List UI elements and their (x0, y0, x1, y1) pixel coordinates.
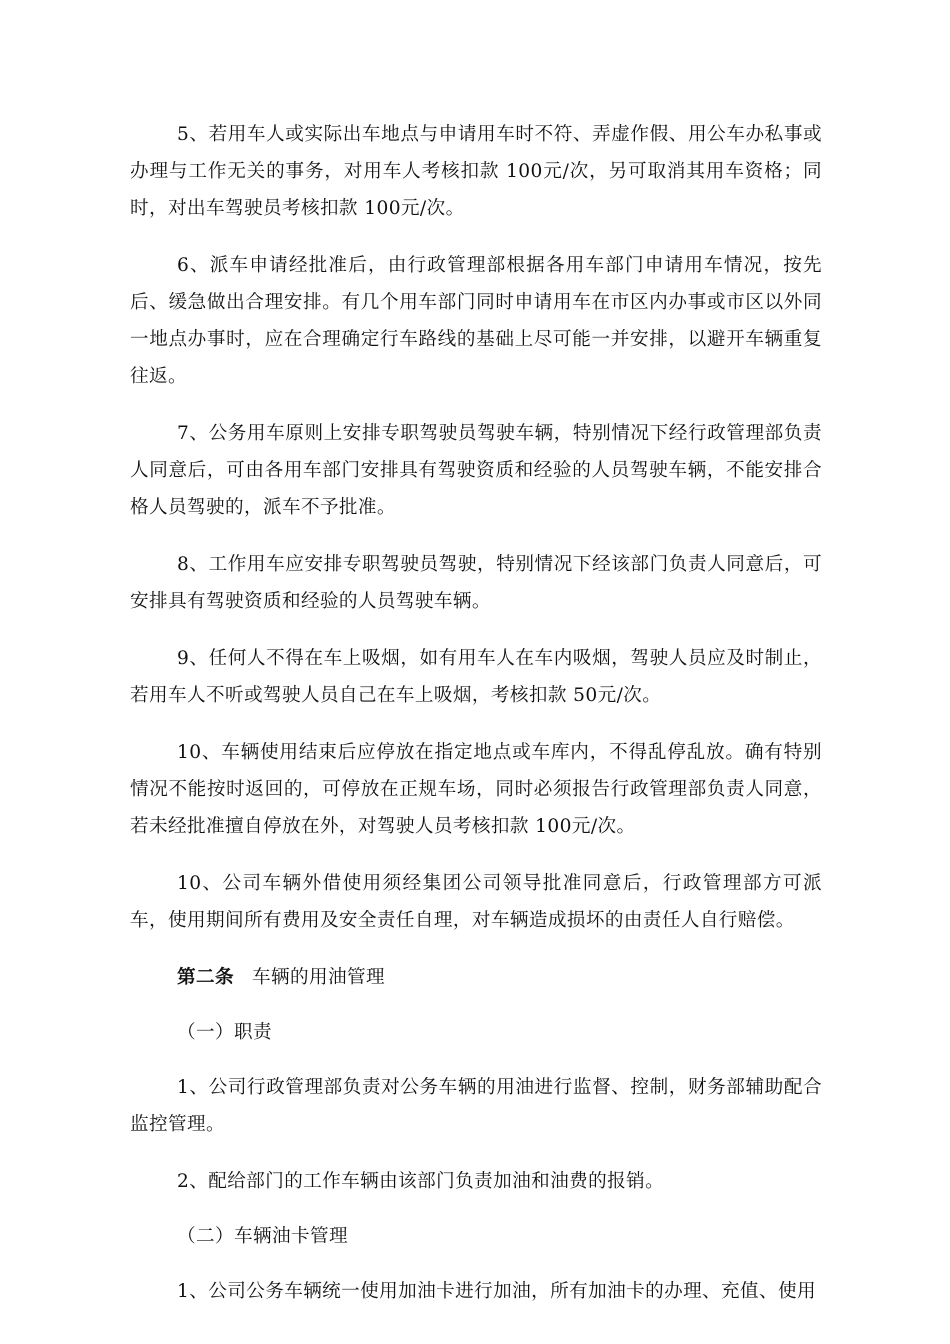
section2-paragraph-1: 1、公司公务车辆统一使用加油卡进行加油，所有加油卡的办理、充值、使用 (177, 1281, 817, 1302)
paragraph-item-7: 7、公务用车原则上安排专职驾驶员驾驶车辆，特别情况下经行政管理部负责人同意后，可由各用车部门安排具有驾驶资质和经验的人员驾驶车辆，不能安排合格人员驾驶的，派车不予批准。 (130, 423, 822, 518)
section1-paragraph-2: 2、配给部门的工作车辆由该部门负责加油和油费的报销。 (177, 1171, 665, 1192)
paragraph-item-10a: 10、车辆使用结束后应停放在指定地点或车库内，不得乱停乱放。确有特别情况不能按时返回的，可停放在正规车场，同时必须报告行政管理部负责人同意，若未经批准擅自停放在外，对驾驶人员考核扣款 100元/次。 (130, 742, 822, 837)
document-body (130, 116, 822, 1330)
paragraph-item-9: 9、任何人不得在车上吸烟，如有用车人在车内吸烟，驾驶人员应及时制止，若用车人不听或驾驶人员自己在车上吸烟，考核扣款 50元/次。 (130, 648, 822, 706)
paragraph-item-10b: 10、公司车辆外借使用须经集团公司领导批准同意后，行政管理部方可派车，使用期间所有费用及安全责任自理，对车辆造成损坏的由责任人自行赔偿。 (130, 873, 822, 931)
paragraph-item-8: 8、工作用车应安排专职驾驶员驾驶，特别情况下经该部门负责人同意后，可安排具有驾驶资质和经验的人员驾驶车辆。 (130, 554, 822, 612)
article-title: 车辆的用油管理 (251, 967, 385, 988)
article-heading (130, 959, 822, 996)
section-title-duties: （一）职责 (177, 1022, 272, 1043)
section-title-fuel-card: （二）车辆油卡管理 (177, 1226, 348, 1247)
paragraph-item-5: 5、若用车人或实际出车地点与申请用车时不符、弄虚作假、用公车办私事或办理与工作无关的事务，对用车人考核扣款 100元/次，另可取消其用车资格；同时，对出车驾驶员考核扣款 100元/次。 (130, 124, 822, 219)
paragraph-item-6: 6、派车申请经批准后，由行政管理部根据各用车部门申请用车情况，按先后、缓急做出合理安排。有几个用车部门同时申请用车在市区内办事或市区以外同一地点办事时，应在合理确定行车路线的基础上尽可能一并安排，以避开车辆重复往返。 (130, 255, 822, 387)
section1-paragraph-1: 1、公司行政管理部负责对公务车辆的用油进行监督、控制，财务部辅助配合监控管理。 (130, 1077, 822, 1135)
article-number: 第二条 (177, 967, 234, 988)
